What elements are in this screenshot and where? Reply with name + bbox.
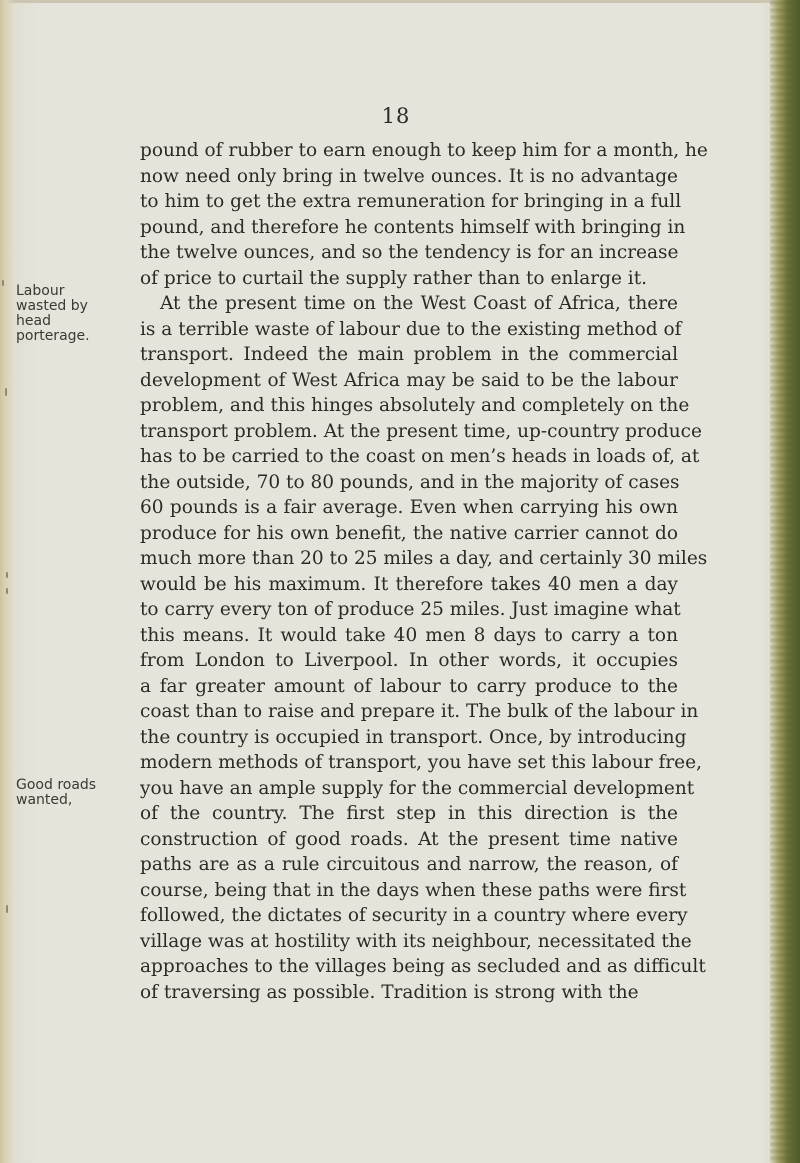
- text-line: now need only bring in twelve ounces. It is no advantage: [140, 165, 678, 187]
- text-line: pound, and therefore he contents himself with bringing in: [140, 216, 686, 238]
- text-line: would be his maximum. It therefore takes 40 men a day: [140, 573, 678, 595]
- page-left-edge: [0, 0, 14, 1163]
- page-number: 18: [381, 104, 411, 128]
- text-line: At the present time on the West Coast of Africa, there: [160, 293, 678, 314]
- marginal-note-line: Labour: [16, 283, 65, 299]
- marginal-note-line: Good roads: [16, 777, 97, 793]
- text-line: of price to curtail the supply rather than to enlarge it.: [140, 267, 648, 289]
- text-line: followed, the dictates of security in a country where every: [140, 905, 688, 926]
- text-line: modern methods of transport, you have set this labour free,: [140, 752, 702, 773]
- text-line: development of West Africa may be said to be the labour: [140, 369, 678, 391]
- text-line: approaches to the villages being as secluded and as difficult: [140, 956, 706, 977]
- text-line: transport problem. At the present time, up-country produce: [140, 420, 702, 442]
- text-line: construction of good roads. At the present time native: [140, 828, 678, 850]
- text-line: a far greater amount of labour to carry produce to the: [140, 675, 678, 697]
- text-line: coast than to raise and prepare it. The bulk of the labour in: [140, 701, 699, 722]
- text-line: pound of rubber to earn enough to keep him for a month, he: [140, 140, 708, 161]
- page-blemish: [6, 572, 8, 578]
- text-line: 60 pounds is a fair average. Even when carrying his own: [140, 497, 678, 518]
- marginal-note-labour: [16, 284, 128, 344]
- marginal-note-line: wasted by: [16, 298, 88, 314]
- text-line: of the country. The first step in this direction is the: [140, 803, 678, 824]
- text-line: much more than 20 to 25 miles a day, and certainly 30 miles: [140, 548, 708, 569]
- page-top-edge: [0, 0, 800, 3]
- text-line: produce for his own benefit, the native carrier cannot do: [140, 522, 678, 544]
- text-line: paths are as a rule circuitous and narrow, the reason, of: [140, 854, 678, 875]
- marginal-note-roads: [16, 778, 128, 808]
- text-line: you have an ample supply for the commercial development: [140, 777, 695, 799]
- text-line: transport. Indeed the main problem in the commercial: [140, 344, 678, 365]
- text-line: village was at hostility with its neighbour, necessitated the: [140, 930, 692, 952]
- page-blemish: [6, 588, 8, 594]
- text-line: course, being that in the days when these paths were first: [140, 879, 687, 901]
- text-line: of traversing as possible. Tradition is strong with the: [140, 981, 639, 1003]
- text-line: problem, and this hinges absolutely and completely on the: [140, 395, 690, 416]
- page-blemish: [5, 388, 7, 396]
- text-line: from London to Liverpool. In other words, it occupies: [140, 650, 678, 671]
- marginal-note-line: head: [16, 313, 51, 329]
- page-blemish: [2, 280, 4, 286]
- marginal-note-line: wanted,: [16, 792, 73, 808]
- text-line: to him to get the extra remuneration for bringing in a full: [140, 191, 682, 212]
- text-line: the twelve ounces, and so the tendency is for an increase: [140, 242, 679, 263]
- text-line: to carry every ton of produce 25 miles. Just imagine what: [140, 599, 681, 620]
- text-line: this means. It would take 40 men 8 days to carry a ton: [140, 624, 678, 646]
- body-text: [140, 138, 708, 1005]
- text-line: the outside, 70 to 80 pounds, and in the majority of cases: [140, 471, 680, 493]
- text-line: the country is occupied in transport. Once, by introducing: [140, 726, 687, 748]
- marginal-note-line: porterage.: [16, 328, 90, 344]
- page-blemish: [6, 905, 8, 913]
- text-line: is a terrible waste of labour due to the existing method of: [140, 318, 682, 340]
- book-spine-edge: [770, 0, 800, 1163]
- text-line: has to be carried to the coast on men’s heads in loads of, at: [140, 446, 700, 467]
